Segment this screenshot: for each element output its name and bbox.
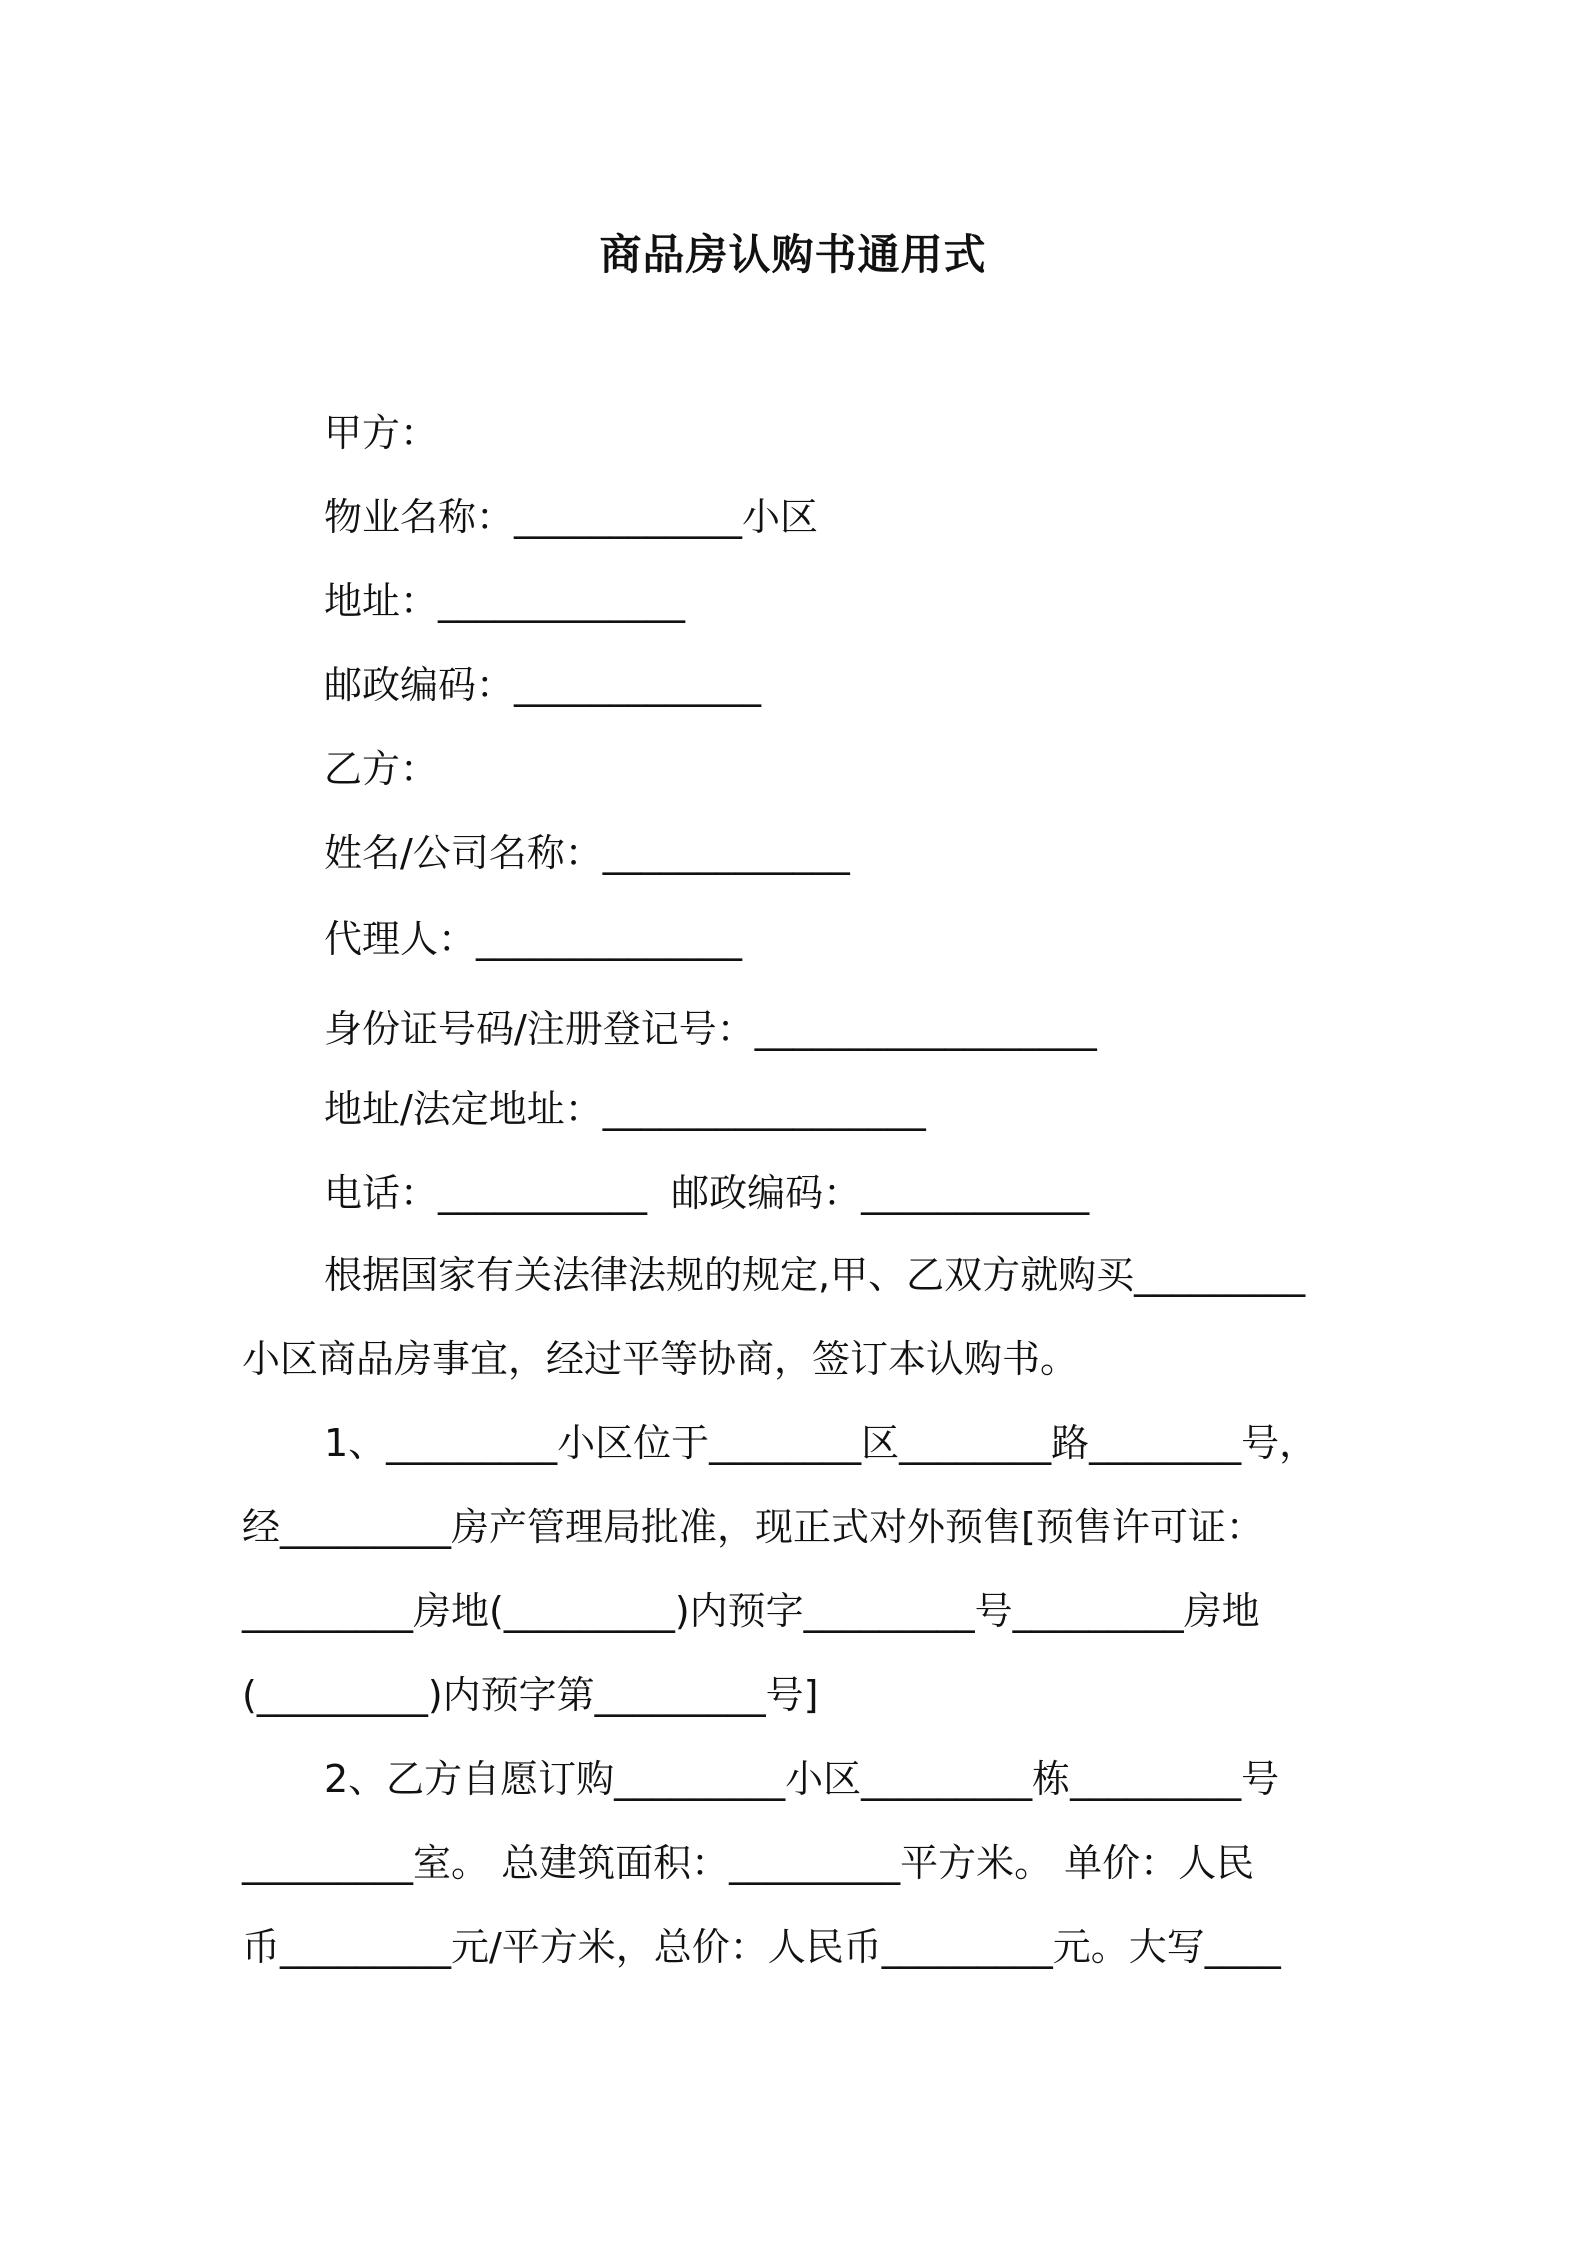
clause-1-text-1: 1、_________小区位于________区________路________号， xyxy=(324,1421,1318,1465)
party-b-heading: 乙方： xyxy=(324,747,439,791)
clause-2-line-3: 币_________元/平方米，总价：人民币_________元。大写____ xyxy=(242,1925,1281,1969)
clause-2-line-2: _________室。 总建筑面积：_________平方米。 单价：人民 xyxy=(242,1841,1255,1885)
party-a-heading: 甲方： xyxy=(324,411,439,455)
clause-2-text-1: 2、乙方自愿订购_________小区_________栋_________号 xyxy=(324,1757,1280,1801)
document-title: 商品房认购书通用式 xyxy=(599,230,987,279)
party-b-agent-field: 代理人：______________ xyxy=(324,917,743,961)
party-b-name-field: 姓名/公司名称：_____________ xyxy=(324,831,850,875)
party-a-postcode-field: 邮政编码：_____________ xyxy=(324,663,762,707)
party-b-phone-postcode-field: 电话：___________ 邮政编码：____________ xyxy=(324,1171,1090,1215)
party-b-id-field: 身份证号码/注册登记号：__________________ xyxy=(324,1007,1097,1051)
property-name-field: 物业名称：____________小区 xyxy=(324,495,819,539)
clause-2-line-1 xyxy=(242,1754,1352,1804)
clause-1-line-1 xyxy=(242,1418,1352,1468)
preamble-line-2: 小区商品房事宜，经过平等协商，签订本认购书。 xyxy=(242,1337,1079,1381)
clause-1-line-3: _________房地(_________)内预字_________号_________房地 xyxy=(242,1589,1260,1633)
preamble-text-1: 根据国家有关法律法规的规定,甲、乙双方就购买_________ xyxy=(324,1253,1306,1297)
clause-1-line-2: 经_________房产管理局批准，现正式对外预售[预售许可证： xyxy=(242,1505,1264,1549)
preamble-line-1 xyxy=(242,1250,1352,1300)
party-b-legal-address-field: 地址/法定地址：_________________ xyxy=(324,1087,926,1131)
clause-1-line-4: (_________)内预字第_________号] xyxy=(242,1673,819,1717)
party-a-address-field: 地址：_____________ xyxy=(324,579,686,623)
